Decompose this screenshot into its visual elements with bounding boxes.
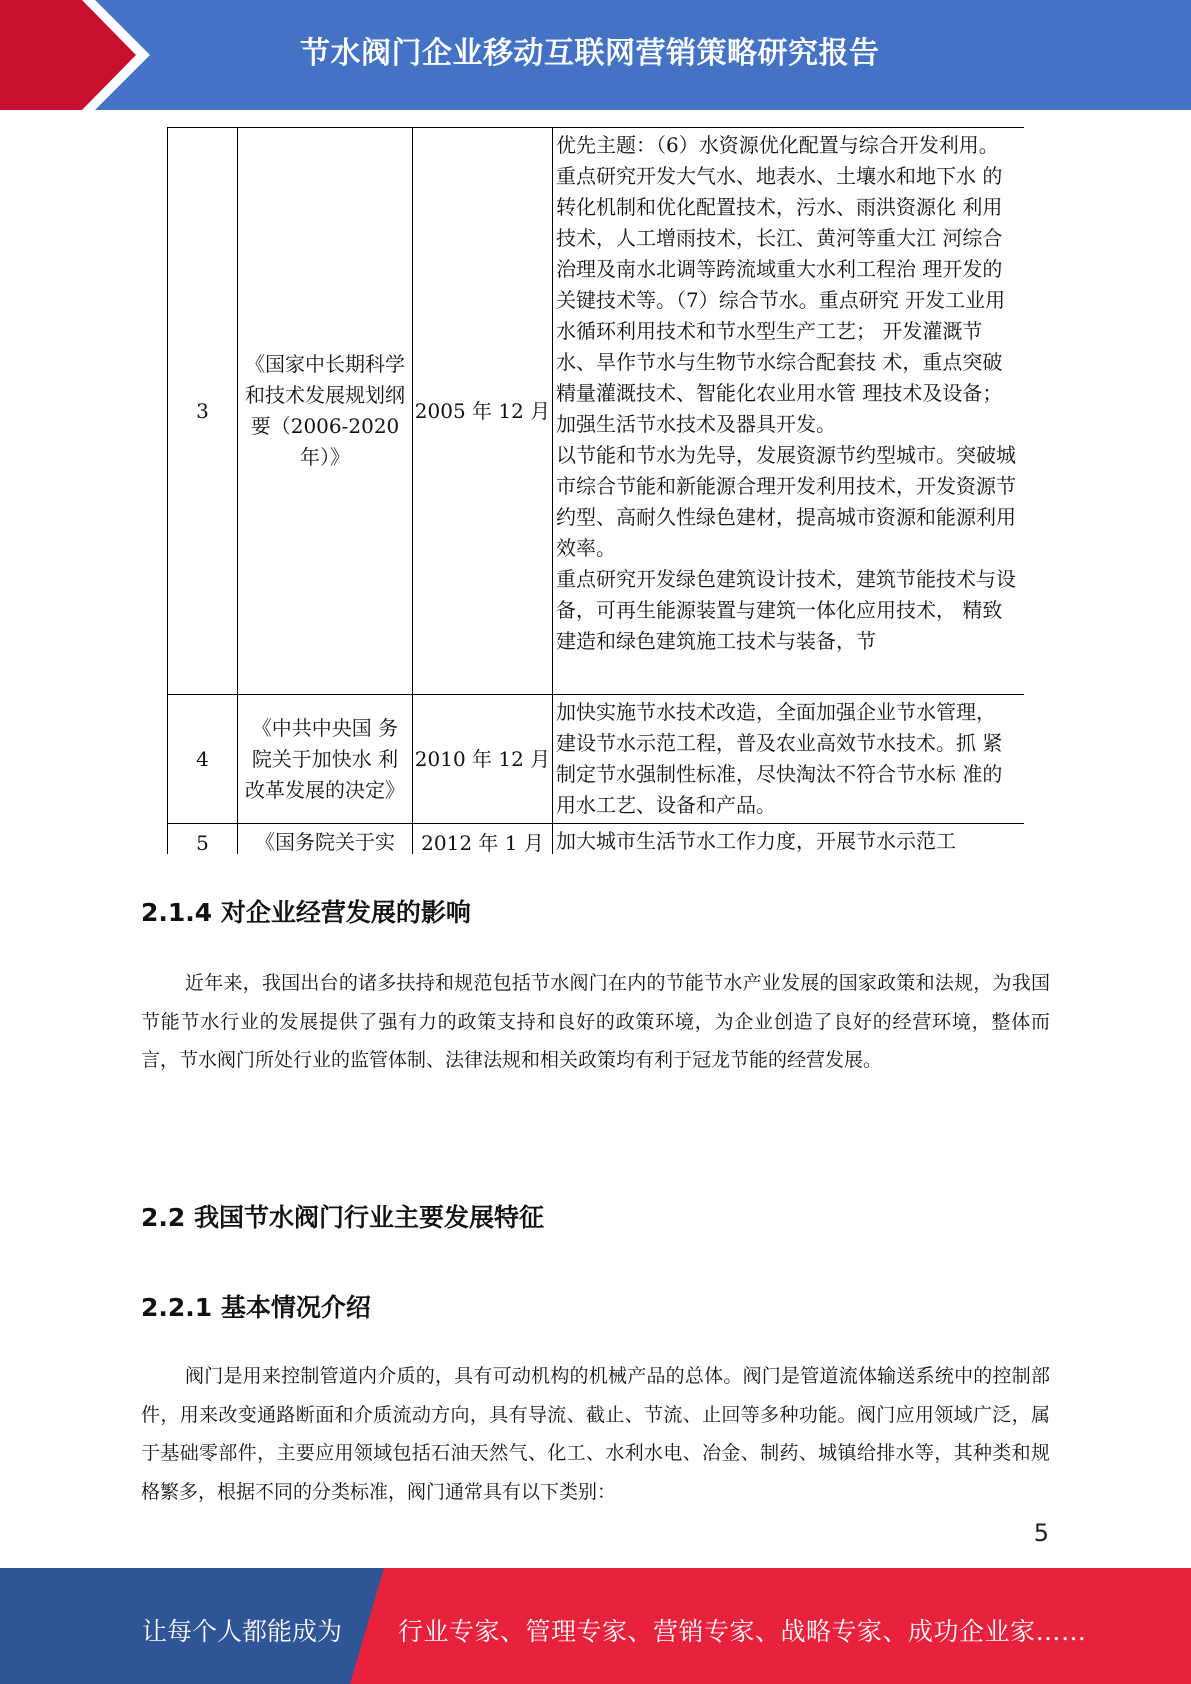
policy-description (553, 695, 1025, 824)
policy-name (238, 824, 413, 855)
section-heading-2-2-1: 2.2.1 基本情况介绍 (141, 1293, 371, 1322)
policy-name: 《中共中央国 务院关于加快水 利改革发展的决定》 (238, 695, 413, 824)
policy-date: 2010 年 12 月 (413, 695, 553, 824)
table-row (168, 128, 1025, 695)
page-number: 5 (1033, 1519, 1049, 1547)
footer-slogan-lead: 让每个人都能成为 (142, 1617, 343, 1646)
policy-name-text: 《国务院关于实 (255, 829, 395, 854)
row-number: 4 (168, 695, 238, 824)
policy-description (553, 824, 1025, 855)
table-row (168, 695, 1025, 824)
section-body-2-1-4: 近年来，我国出台的诸多扶持和规范包括节水阀门在内的节能节水产业发展的国家政策和法规，为我国节能节水行业的发展提供了强有力的政策支持和良好的政策环境，为企业创造了良好的经营环境，整体而言，节水阀门所处行业的监管体制、法律法规和相关政策均有利于冠龙节能的经营发展。 (141, 972, 1050, 1071)
section-heading-2-1-4: 2.1.4 对企业经营发展的影响 (141, 898, 471, 927)
policy-date: 2012 年 1 月 (413, 824, 553, 855)
section-heading-2-2: 2.2 我国节水阀门行业主要发展特征 (141, 1203, 544, 1232)
policy-description (553, 128, 1025, 695)
description-paragraph: 加快实施节水技术改造，全面加强企业节水管理， 建设节水示范工程，普及农业高效节水技术。抓 紧制定节水强制性标准，尽快淘汰不符合节水标 准的用水工艺、设备和产品。 (556, 700, 1003, 817)
description-paragraph: 优先主题：（6）水资源优化配置与综合开发利用。 重点研究开发大气水、地表水、土壤水和地下水 的转化机制和优化配置技术，污水、雨洪资源化 利用技术，人工增雨技术，长江、黄河等重大江 河综合治理及南水北调等跨流域重大水利工程治 理开发的关键技术等。（7）综合节水。重点研究 开发工业用水循环利用技术和节水型生产工艺； 开发灌溉节水、旱作节水与生物节水综合配套技 术，重点突破精量灌溉技术、智能化农业用水管 理技术及设备；加强生活节水技术及器具开发。 (556, 133, 1006, 436)
row-number: 3 (168, 128, 238, 695)
row-number: 5 (168, 824, 238, 855)
policy-table-container (167, 127, 1024, 854)
page-header (0, 0, 1191, 110)
policy-table (167, 127, 1024, 854)
description-paragraph: 以节能和节水为先导，发展资源节约型城市。突破城市综合节能和新能源合理开发利用技术，开发资源节约型、高耐久性绿色建材，提高城市资源和能源利用效率。 (556, 443, 1016, 560)
table-row (168, 824, 1025, 855)
report-title: 节水阀门企业移动互联网营销策略研究报告 (300, 36, 880, 71)
section-body-2-2-1: 阀门是用来控制管道内介质的，具有可动机构的机械产品的总体。阀门是管道流体输送系统中的控制部件，用来改变通路断面和介质流动方向，具有导流、截止、节流、止回等多种功能。阀门应用领域广泛，属于基础零部件，主要应用领域包括石油天然气、化工、水利水电、冶金、制药、城镇给排水等，其种类和规格繁多，根据不同的分类标准，阀门通常具有以下类别： (141, 1365, 1050, 1503)
header-red-chevron (0, 0, 136, 110)
description-paragraph: 加大城市生活节水工作力度，开展节水示范工 (556, 829, 956, 853)
footer-slogan-roles: 行业专家、管理专家、营销专家、战略专家、成功企业家…… (398, 1617, 1087, 1646)
policy-name: 《国家中长期科学和技术发展规划纲要（2006-2020年）》 (238, 128, 413, 695)
description-paragraph: 重点研究开发绿色建筑设计技术，建筑节能技术与设备，可再生能源装置与建筑一体化应用技术， 精致建造和绿色建筑施工技术与装备，节 (556, 567, 1016, 653)
page-footer (0, 1568, 1191, 1684)
policy-date: 2005 年 12 月 (413, 128, 553, 695)
